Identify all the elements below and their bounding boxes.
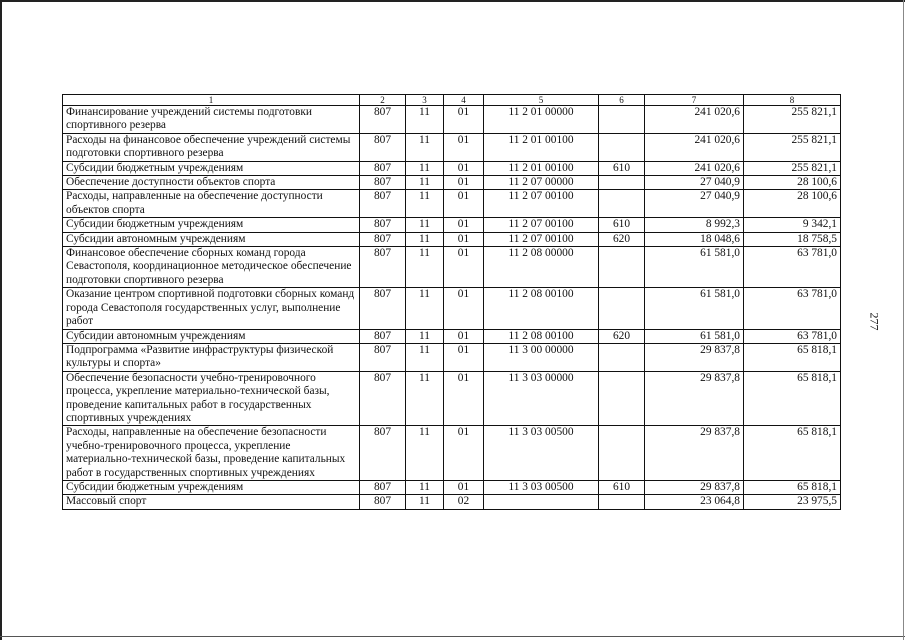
table-row [63,106,841,134]
header-cell: 6 [599,95,645,106]
row-grbs: 807 [360,218,406,232]
table-row [63,161,841,175]
row-target-article: 11 2 08 00100 [484,329,599,343]
row-amount-year1: 8 992,3 [645,218,744,232]
header-cell: 3 [406,95,444,106]
row-amount-year1: 29 837,8 [645,480,744,494]
row-grbs: 807 [360,495,406,509]
row-section: 11 [406,343,444,371]
row-section: 11 [406,133,444,161]
table-row [63,232,841,246]
row-grbs: 807 [360,329,406,343]
table-row [63,288,841,329]
header-cell: 5 [484,95,599,106]
row-name: Субсидии автономным учреждениям [63,232,360,246]
table-row [63,371,841,426]
row-target-article: 11 2 07 00100 [484,218,599,232]
row-subsection: 01 [444,480,484,494]
row-amount-year1: 61 581,0 [645,288,744,329]
row-amount-year1: 29 837,8 [645,343,744,371]
row-amount-year1: 241 020,6 [645,106,744,134]
row-target-article: 11 2 01 00100 [484,161,599,175]
row-section: 11 [406,371,444,426]
row-expense-type: 610 [599,161,645,175]
row-amount-year2: 65 818,1 [744,371,841,426]
row-expense-type [599,190,645,218]
scan-edge-right [903,0,904,640]
table-row [63,133,841,161]
row-amount-year2: 255 821,1 [744,106,841,134]
table-row [63,247,841,288]
row-target-article: 11 2 08 00000 [484,247,599,288]
row-amount-year2: 65 818,1 [744,480,841,494]
row-amount-year1: 29 837,8 [645,371,744,426]
row-target-article: 11 2 01 00100 [484,133,599,161]
row-name: Субсидии автономным учреждениям [63,329,360,343]
row-amount-year2: 63 781,0 [744,288,841,329]
row-expense-type [599,288,645,329]
table-row [63,495,841,509]
row-name: Субсидии бюджетным учреждениям [63,161,360,175]
row-subsection: 01 [444,106,484,134]
row-expense-type [599,495,645,509]
row-target-article: 11 2 07 00000 [484,176,599,190]
row-grbs: 807 [360,426,406,481]
row-section: 11 [406,426,444,481]
row-expense-type [599,371,645,426]
table-row [63,480,841,494]
row-section: 11 [406,480,444,494]
row-name: Субсидии бюджетным учреждениям [63,480,360,494]
row-subsection: 01 [444,426,484,481]
row-expense-type [599,247,645,288]
budget-table [62,94,841,510]
row-grbs: 807 [360,161,406,175]
row-amount-year1: 18 048,6 [645,232,744,246]
row-target-article: 11 2 01 00000 [484,106,599,134]
row-grbs: 807 [360,288,406,329]
row-amount-year2: 28 100,6 [744,176,841,190]
row-section: 11 [406,495,444,509]
row-section: 11 [406,190,444,218]
row-amount-year2: 255 821,1 [744,133,841,161]
row-subsection: 01 [444,133,484,161]
header-cell: 4 [444,95,484,106]
row-section: 11 [406,176,444,190]
row-amount-year2: 65 818,1 [744,426,841,481]
row-grbs: 807 [360,176,406,190]
row-subsection: 01 [444,288,484,329]
row-target-article: 11 2 08 00100 [484,288,599,329]
row-name: Оказание центром спортивной подготовки сборных команд города Севастополя государственных услуг, выполнение работ [63,288,360,329]
row-grbs: 807 [360,133,406,161]
table-row [63,426,841,481]
row-amount-year1: 27 040,9 [645,190,744,218]
row-expense-type: 620 [599,232,645,246]
table-row [63,190,841,218]
row-section: 11 [406,161,444,175]
row-target-article: 11 3 03 00500 [484,426,599,481]
row-subsection: 02 [444,495,484,509]
row-section: 11 [406,218,444,232]
table-row [63,329,841,343]
row-amount-year1: 61 581,0 [645,247,744,288]
header-cell: 8 [744,95,841,106]
row-grbs: 807 [360,247,406,288]
row-name: Финансовое обеспечение сборных команд города Севастополя, координационное методическое обеспечение подготовки спортивного резерва [63,247,360,288]
row-amount-year1: 23 064,8 [645,495,744,509]
row-section: 11 [406,288,444,329]
row-grbs: 807 [360,106,406,134]
row-grbs: 807 [360,343,406,371]
row-amount-year1: 27 040,9 [645,176,744,190]
page-number: 277 [867,312,882,331]
header-cell: 1 [63,95,360,106]
row-subsection: 01 [444,161,484,175]
row-section: 11 [406,247,444,288]
row-subsection: 01 [444,232,484,246]
row-amount-year1: 61 581,0 [645,329,744,343]
row-amount-year1: 29 837,8 [645,426,744,481]
row-name: Расходы, направленные на обеспечение безопасности учебно-тренировочного процесса, укрепление материально-технической базы, проведение капитальных работ в государственных спортивных учреждениях [63,426,360,481]
row-expense-type [599,133,645,161]
row-name: Обеспечение безопасности учебно-тренировочного процесса, укрепление материально-технической базы, проведение капитальных работ в государственных спортивных учреждениях [63,371,360,426]
scan-edge-left [0,0,2,640]
header-cell: 2 [360,95,406,106]
row-amount-year2: 23 975,5 [744,495,841,509]
row-subsection: 01 [444,190,484,218]
row-expense-type: 610 [599,480,645,494]
header-row [63,95,841,106]
row-amount-year1: 241 020,6 [645,161,744,175]
row-subsection: 01 [444,329,484,343]
table-row [63,176,841,190]
row-name: Расходы, направленные на обеспечение доступности объектов спорта [63,190,360,218]
table-row [63,343,841,371]
row-amount-year2: 63 781,0 [744,247,841,288]
row-subsection: 01 [444,343,484,371]
row-name: Подпрограмма «Развитие инфраструктуры физической культуры и спорта» [63,343,360,371]
row-amount-year2: 255 821,1 [744,161,841,175]
row-grbs: 807 [360,480,406,494]
row-subsection: 01 [444,371,484,426]
row-target-article: 11 2 07 00100 [484,232,599,246]
row-subsection: 01 [444,218,484,232]
row-expense-type [599,343,645,371]
row-amount-year1: 241 020,6 [645,133,744,161]
row-amount-year2: 63 781,0 [744,329,841,343]
row-target-article: 11 2 07 00100 [484,190,599,218]
row-section: 11 [406,232,444,246]
row-name: Обеспечение доступности объектов спорта [63,176,360,190]
row-name: Массовый спорт [63,495,360,509]
row-target-article [484,495,599,509]
header-cell: 7 [645,95,744,106]
row-section: 11 [406,329,444,343]
row-expense-type [599,106,645,134]
row-expense-type [599,426,645,481]
row-name: Расходы на финансовое обеспечение учреждений системы подготовки спортивного резерва [63,133,360,161]
row-subsection: 01 [444,176,484,190]
scan-edge-top [0,0,905,2]
row-subsection: 01 [444,247,484,288]
scan-edge-bottom [0,636,905,637]
row-expense-type: 620 [599,329,645,343]
row-expense-type: 610 [599,218,645,232]
row-amount-year2: 28 100,6 [744,190,841,218]
row-amount-year2: 18 758,5 [744,232,841,246]
row-grbs: 807 [360,190,406,218]
row-grbs: 807 [360,371,406,426]
row-name: Финансирование учреждений системы подготовки спортивного резерва [63,106,360,134]
row-target-article: 11 3 00 00000 [484,343,599,371]
table-body [63,106,841,510]
row-target-article: 11 3 03 00500 [484,480,599,494]
row-name: Субсидии бюджетным учреждениям [63,218,360,232]
row-expense-type [599,176,645,190]
row-amount-year2: 9 342,1 [744,218,841,232]
row-amount-year2: 65 818,1 [744,343,841,371]
row-grbs: 807 [360,232,406,246]
row-target-article: 11 3 03 00000 [484,371,599,426]
row-section: 11 [406,106,444,134]
table-row [63,218,841,232]
